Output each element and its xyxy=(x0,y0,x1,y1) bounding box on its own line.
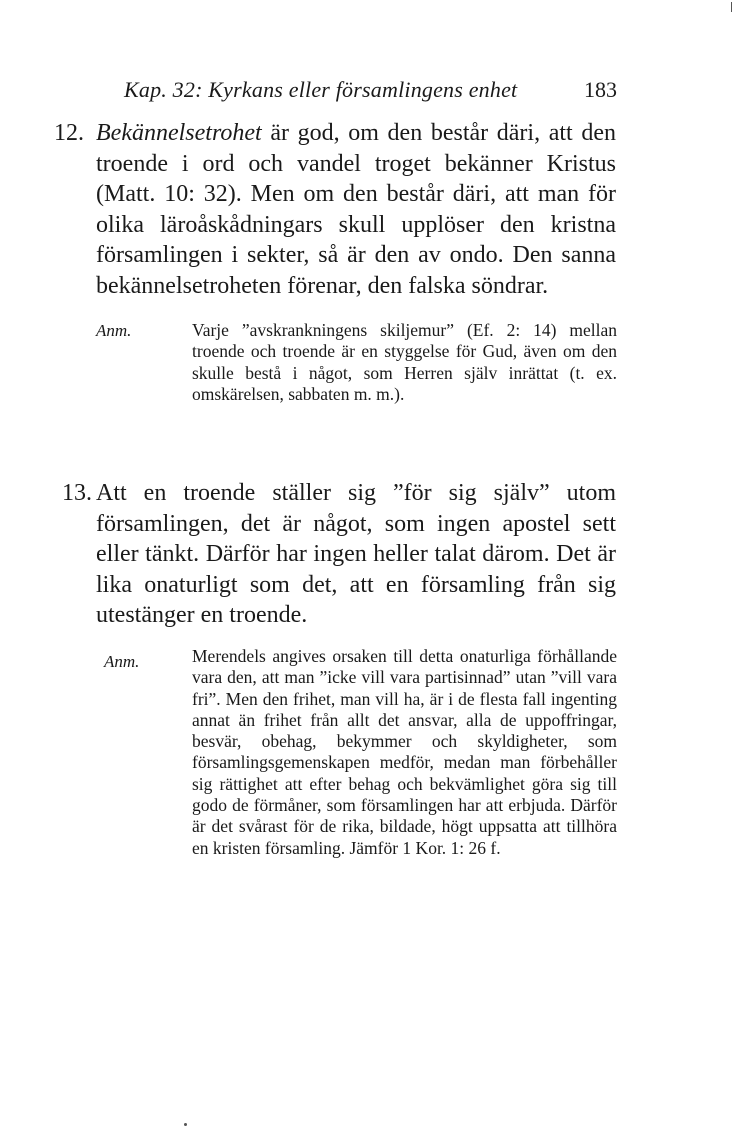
section-lead-term: Bekännelsetrohet xyxy=(96,120,262,146)
note-text: Merendels angives orsaken till detta onaturliga förhållande vara den, att man ”icke vill vara partisinnad” utan ”vill vara fri”. Men den frihet, man vill ha, är i de flesta fall ingenting annat än frihet från allt det ansvar, alla de uppoffringar, besvär, obehag, bekymmer och skyldigheter, som församlingsgemenskapen medför, medan man förbehåller sig rättighet att efter behag och bekvämlighet göra sig till godo de förmåner, som församlingen har att erbjuda. Därför är det svårast för de rika, bildade, högt uppsatta att tillhöra en kristen församling. Jämför 1 Kor. 1: 26 f. xyxy=(192,646,617,858)
note-label: Anm. xyxy=(96,321,132,340)
section-text: är god, om den består däri, att den troende i ord och vandel troget bekänner Kristus (Matt. 10: 32). Men om den består däri, att man för olika läroåskådningars skull upplöser den kristna församlingen i sekter, så är den av ondo. Den sanna bekännelsetroheten förenar, den falska söndrar. xyxy=(96,120,616,299)
running-title: Kap. 32: Kyrkans eller församlingens enhet xyxy=(124,77,518,102)
scan-speck xyxy=(184,1123,187,1126)
page-number: 183 xyxy=(584,77,617,102)
note-text: Varje ”avskrankningens skiljemur” (Ef. 2: 14) mellan troende och troende är en styggelse för Gud, även om den skulle bestå i något, som Herren själv inrättat (t. ex. omskärelsen, sabbaten m. m.). xyxy=(192,320,617,404)
section-text: Att en troende ställer sig ”för sig själv” utom församlingen, det är något, som ingen apostel sett eller tänkt. Därför har ingen heller talat därom. Det är lika onaturligt som det, att en församling från sig utestänger en troende. xyxy=(96,480,616,628)
section-paragraph xyxy=(96,478,616,631)
section-number: 12. xyxy=(54,120,84,146)
section-paragraph xyxy=(96,118,616,301)
section-number: 13. xyxy=(62,480,92,506)
scan-mark xyxy=(731,2,732,12)
note-label: Anm. xyxy=(104,652,140,671)
